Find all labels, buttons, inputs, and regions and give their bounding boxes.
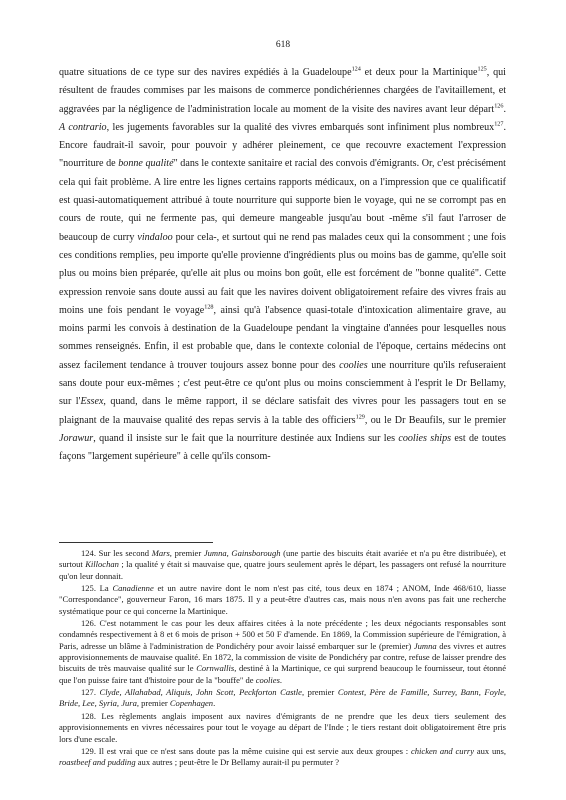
text-run: aux uns,	[474, 745, 507, 756]
page-number: 618	[275, 40, 291, 50]
text-run: , qui résultent de fraudes commises par les maisons de commerce pondichériennes chargées de l'avitaillement, et aggravées par la négligence de l'administration locale au moment de la visite des navires avant leur départ	[59, 67, 506, 115]
footnote	[59, 583, 506, 617]
text-run: , premier	[169, 548, 204, 558]
footnote	[59, 548, 506, 582]
text-run: .	[503, 103, 506, 115]
text-run: 125. La	[81, 583, 113, 594]
text-run: , quand, dans le même rapport, il se déclare satisfait des vivres pour les passagers tout en se plaignant de la mauvaise qualité des repas servis à la table des officiers	[59, 396, 506, 426]
italic-text: bonne qualité	[118, 158, 174, 170]
text-run: 128. Les règlements anglais imposent aux navires d'émigrants de ne prendre que les deux tiers seulement des approvisionnements en vivres nécessaires pour tout le voyage au départ de l'Inde ; le tiers restant doit obligatoirement être pris lors d'une escale.	[59, 710, 506, 744]
text-run: des vivres et autres approvisionnements de mauvaise qualité. En 1872, la commission de visite de Pondichéry par contre, refuse de laisser prendre des biscuits de très mauvaise qualité sur le	[59, 640, 506, 674]
footnote-separator	[59, 542, 213, 543]
footnote-reference: 126	[494, 102, 504, 110]
italic-text: A contrario	[59, 121, 107, 133]
text-run: (une partie des biscuits était avariée et n'a pu être distribuée), et surtout	[59, 548, 507, 570]
text-run: , premier	[136, 698, 170, 709]
text-run: est de toutes façons "largement supérieure" à celle qu'ils consom-	[59, 432, 506, 463]
italic-text: coolies	[255, 674, 280, 685]
italic-text: Copenhagen	[169, 698, 214, 709]
footnote	[59, 746, 506, 769]
italic-text: Clyde, Allahabad, Aliquis, John Scott, Peckforton Castle	[99, 687, 302, 698]
italic-text: Cornwallis	[196, 663, 235, 674]
text-run: quatre situations de ce type sur des navires expédiés à la Guadeloupe	[59, 67, 352, 78]
text-run: 127.	[81, 687, 100, 698]
text-run: 126. C'est notamment le cas pour les deux affaires citées à la note précédente ; les deux négociants responsables sont condamnés respectivement à 8 et 6 mois de prison + 500 et 50 F d'amende. En 1869, la Commission supérieure de l'émigration, à Paris, adresse un blâme à l'administration de Pondichéry pour avoir laissé embarquer sur le (premier)	[59, 618, 506, 651]
footnote-reference: 129	[355, 413, 365, 421]
text-run: , destiné à la Martinique, ce qui surprend beaucoup le fournisseur, tout étonné que l'on puisse faire tant d'histoire pour de la "bouffe" de	[59, 663, 506, 685]
text-run: et un autre navire dont le nom n'est pas cité, tous deux en 1874 ; ANOM, Inde 468/610, liasse "Correspondance", gouverneur Faron, 16 mars 1875. Il y a peut-être d'autres cas, mais nous n'en avons pas fait une recherche systématique pour ce qui concerne la Martinique.	[59, 583, 506, 616]
footnote-reference: 128	[204, 303, 214, 311]
italic-text: Jumna	[413, 640, 437, 651]
italic-text: Canadienne	[112, 583, 154, 594]
body-paragraph-text	[59, 64, 506, 467]
italic-text: Killochan	[85, 559, 119, 570]
footnotes-section	[59, 548, 506, 770]
footnote	[59, 711, 506, 745]
italic-text: coolies	[339, 359, 368, 371]
text-run: une nourriture qu'ils refuseraient sans doute pour eux-mêmes ; c'est peut-être ce qu'ont plus ou moins consciemment à l'esprit le Dr Bellamy, sur l'	[59, 359, 506, 408]
italic-text: Mars	[151, 548, 170, 558]
text-run: .	[279, 674, 283, 685]
text-run: , les jugements favorables sur la qualité des vivres embarqués sont infiniment plus nombreux	[106, 121, 495, 133]
text-run: pour cela-, et surtout qui ne rend pas malades ceux qui la consomment ; une fois ces conditions remplies, peu importe qu'elle provienne d'ingrédients plus ou moins bas de gamme, qu'elle soit plus ou moins bien préparée, qu'elle ait plus ou moins bon goût, elle est forcément de "bonne qualité". Cette expression renvoie sans doute aussi au fait que les navires doivent obligatoirement refaire des vivres frais au moins une fois pendant le voyage	[59, 231, 506, 316]
italic-text: roastbeef and pudding	[59, 757, 136, 768]
footnote	[59, 687, 506, 710]
text-run: 124. Sur les second	[81, 548, 152, 558]
text-run: , quand il insiste sur le fait que la nourriture destinée aux Indiens sur les	[93, 432, 399, 444]
italic-text: Jumna, Gainsborough	[203, 548, 281, 558]
text-run: , ou le Dr Beaufils, sur le premier	[364, 414, 506, 426]
body-paragraph	[59, 64, 506, 467]
italic-text: vindaloo	[137, 231, 173, 243]
text-run: , premier	[301, 687, 338, 698]
text-run: " dans le contexte sanitaire et racial des convois d'émigrants. Or, c'est précisément cela qui fait problème. A lire entre les lignes certains rapports médicaux, on a l'impression que ce qualificatif est quasi-automatiquement attribué à toute nourriture qui supporte bien le voyage, qui ne se corrompt pas en cours de route, qui ne fermente pas, qui demeure mangeable jusqu'au bout -même s'il faut l'arroser de beaucoup de curry	[59, 158, 506, 243]
footnote-reference: 124	[351, 65, 361, 73]
text-run: ; la qualité y était si mauvaise que, quatre jours seulement après le départ, les passagers ont refusé la nourriture qu'on leur donnait.	[59, 559, 506, 581]
text-run: et deux pour la Martinique	[360, 67, 478, 78]
footnote-reference: 125	[477, 65, 487, 73]
italic-text: Jorawur	[59, 432, 94, 444]
italic-text: Essex	[80, 396, 104, 408]
italic-text: Contest, Père de Famille, Surrey, Bann, Foyle, Bride, Lee, Syria, Jura	[59, 687, 507, 709]
text-run: . Encore faudrait-il savoir, pour pouvoir y adhérer pleinement, ce que recouvre exactement l'expression "nourriture de	[59, 121, 506, 170]
footnote-reference: 127	[494, 120, 504, 128]
footnote	[59, 618, 506, 686]
text-run: aux autres ; peut-être le Dr Bellamy aurait-il pu permuter ?	[135, 757, 339, 768]
text-run: .	[213, 698, 216, 709]
text-run: , ainsi qu'à l'absence quasi-totale d'intoxication alimentaire grave, au moins parmi les convois à destination de la Guadeloupe pendant la vingtaine d'années pour lesquelles nous sommes renseignés. Enfin, il est probable que, dans le contexte colonial de l'époque, certains médecins ont assez facilement tendance à trouver toujours assez bonne pour des	[59, 304, 507, 371]
italic-text: chicken and curry	[410, 745, 475, 756]
text-run: 129. Il est vrai que ce n'est sans doute pas la même cuisine qui est servie aux deux groupes :	[81, 745, 411, 756]
italic-text: coolies ships	[398, 432, 452, 444]
